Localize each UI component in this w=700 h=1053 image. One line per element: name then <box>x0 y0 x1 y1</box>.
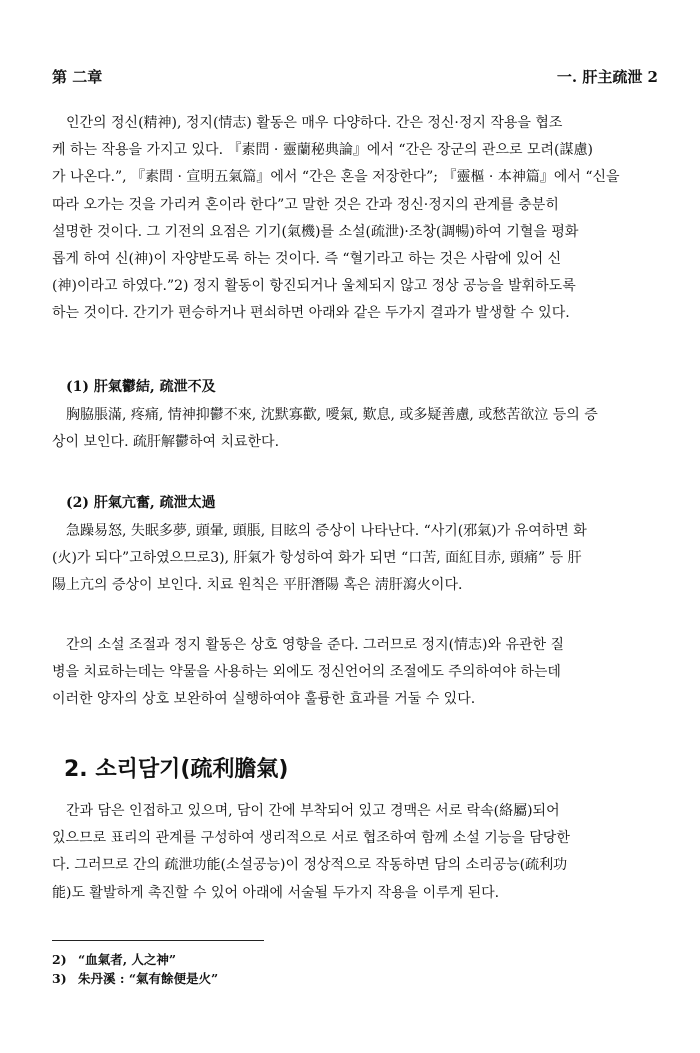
paragraph-gallbladder <box>52 798 658 907</box>
text-line: (火)가 되다”고하였으므로3), 肝氣가 항성하여 화가 되면 “口苦, 面紅目赤, 頭痛” 등 肝 <box>52 550 582 567</box>
text-line: 설명한 것이다. 그 기전의 요점은 기기(氣機)를 소설(疏泄)·조창(調暢)하여 기혈을 평화 <box>52 223 579 240</box>
text-line: 간의 소설 조절과 정지 활동은 상호 영향을 준다. 그러므로 정지(情志)와 유관한 질 <box>66 637 565 653</box>
footnote-number: 2) <box>52 952 67 967</box>
text-line: 하는 것이다. 간기가 편승하거나 편쇠하면 아래와 같은 두가지 결과가 발생할 수 있다. <box>52 305 570 322</box>
paragraph-liver-emotion <box>52 110 658 328</box>
text-line: 胸脇脹滿, 疼痛, 情神抑鬱不來, 沈默寡歡, 噯氣, 歎息, 或多疑善慮, 或愁苦欲泣 등의 증 <box>66 407 598 423</box>
text-line: 이러한 양자의 상호 보완하여 실행하여야 훌륭한 효과를 거둘 수 있다. <box>52 691 476 708</box>
text-line: 따라 오가는 것을 가리켜 혼이라 한다”고 말한 것은 간과 정신·정지의 관계를 충분히 <box>52 196 559 213</box>
text-line: 가 나온다.”, 『素問 · 宣明五氣篇』에서 “간은 혼을 저장한다”; 『靈樞 · 本神篇』에서 “신을 <box>52 169 620 186</box>
footnote <box>52 969 218 988</box>
text-line: 急躁易怒, 失眠多夢, 頭暈, 頭脹, 目眩의 증상이 나타난다. “사기(邪氣)가 유여하면 화 <box>66 523 587 539</box>
paragraph-mutual-influence <box>52 632 658 714</box>
footnote <box>52 950 218 969</box>
item-body-1 <box>52 402 658 456</box>
item-heading-2: (2) 肝氣亢奮, 疏泄太過 <box>66 495 216 511</box>
footnote-text: “血氣者, 人之神” <box>78 952 177 967</box>
text-line: 能)도 활발하게 촉진할 수 있어 아래에 서술될 두가지 작용을 이루게 된다. <box>52 884 500 901</box>
text-line: 상이 보인다. 疏肝解鬱하여 치료한다. <box>52 434 280 451</box>
text-line: 병을 치료하는데는 약물을 사용하는 외에도 정신언어의 조절에도 주의하여야 하는데 <box>52 664 561 681</box>
text-line: 陽上亢의 증상이 보인다. 치료 원칙은 平肝潛陽 혹은 淸肝瀉火이다. <box>52 577 463 594</box>
item-heading-1: (1) 肝氣鬱結, 疏泄不及 <box>66 379 216 395</box>
footnote-number: 3) <box>52 971 67 986</box>
text-line: (神)이라고 하였다.”2) 정지 활동이 항진되거나 울체되지 않고 정상 공능을 발휘하도록 <box>52 278 576 295</box>
item-body-2 <box>52 518 658 600</box>
text-line: 인간의 정신(精神), 정지(情志) 활동은 매우 다양하다. 간은 정신·정지 작용을 협조 <box>66 115 563 131</box>
text-line: 간과 담은 인접하고 있으며, 담이 간에 부착되어 있고 경맥은 서로 락속(絡屬)되어 <box>66 803 560 819</box>
chapter-label: 第 二章 <box>52 68 103 86</box>
section-title: 2. 소리담기(疏利膽氣) <box>64 757 289 782</box>
section-running-title: 一. 肝主疏泄 2 <box>556 68 658 86</box>
footnotes <box>52 950 218 988</box>
text-line: 케 하는 작용을 가지고 있다. 『素問 · 靈蘭秘典論』에서 “간은 장군의 관으로 모려(謀慮) <box>52 142 593 159</box>
footnote-text: 朱丹溪 : “氣有餘便是火” <box>78 971 219 986</box>
text-line: 다. 그러므로 간의 疏泄功能(소설공능)이 정상적으로 작동하면 담의 소리공능(疏利功 <box>52 857 568 874</box>
footnote-divider <box>52 940 264 941</box>
text-line: 있으므로 표리의 관계를 구성하여 생리적으로 서로 협조하여 함께 소설 기능을 담당한 <box>52 830 570 847</box>
text-line: 롭게 하여 신(神)이 자양받도록 하는 것이다. 즉 “혈기라고 하는 것은 사람에 있어 신 <box>52 251 562 268</box>
